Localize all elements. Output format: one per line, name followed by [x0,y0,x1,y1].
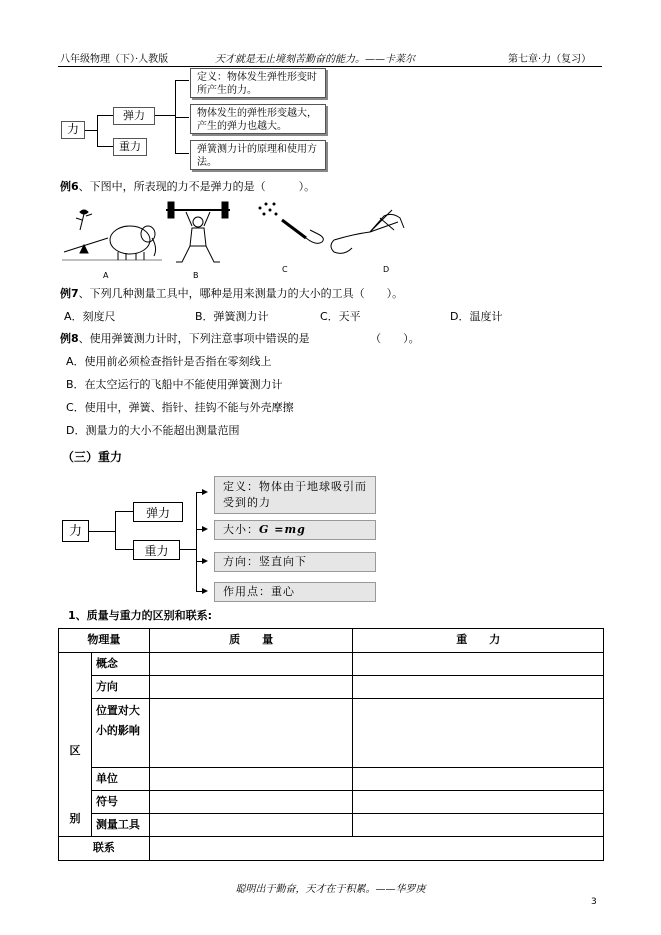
header-middle: 天才就是无止境刻苦勤奋的能力。——卡莱尔 [215,54,415,65]
diagram2-root: 力 [62,520,89,542]
picture-elephant-seesaw [62,210,162,260]
example-7-option-b: B．弹簧测力计 [195,310,269,323]
diagram1-branch-elastic: 弹力 [113,107,155,125]
table-row [59,768,604,791]
example-7 [60,285,403,301]
table-cell-gravity-unit[interactable] [353,768,604,791]
table-row-label-concept: 概念 [91,653,149,676]
example-6-label: 例6 [60,180,79,193]
subsection-1-title: 1、质量与重力的区别和联系: [68,609,213,622]
header-left: 八年级物理（下）·人教版 [60,54,169,65]
table-cell-gravity-symbol[interactable] [353,791,604,814]
table-row [59,791,604,814]
diagram2-branch-gravity: 重力 [133,540,180,560]
table-group-top: 区 [69,743,81,757]
table-header-gravity: 重 力 [353,629,604,653]
table-cell-gravity-direction[interactable] [353,676,604,699]
table-cell-gravity-tool[interactable] [353,814,604,837]
table-cell-relation[interactable] [149,837,603,861]
example-8-option-d: D．测量力的大小不能超出测量范围 [66,424,240,437]
example-7-label: 例7 [60,287,79,300]
mass-gravity-table [58,628,604,861]
table-cell-mass-unit[interactable] [149,768,353,791]
table-header-mass: 质 量 [149,629,353,653]
example-8-option-b: B．在太空运行的飞船中不能使用弹簧测力计 [66,378,283,391]
table-cell-mass-direction[interactable] [149,676,353,699]
picture-weightlifter [166,202,230,262]
diagram2-arrowheads [202,488,210,598]
table-row-label-unit: 单位 [91,768,149,791]
table-row-label-tool: 测量工具 [91,814,149,837]
example-6-illustrations [62,200,422,280]
picture-label-d: D [383,265,390,274]
example-7-option-d: D．温度计 [450,310,503,323]
example-6-text: 、下图中，所表现的力不是弹力的是（ ）。 [78,180,316,193]
table-row [59,814,604,837]
magnitude-label: 大小： [223,523,259,536]
example-6 [60,178,315,194]
example-8 [60,330,420,346]
table-header-quantity: 物理量 [59,629,150,653]
page-number: 3 [591,897,597,907]
example-7-text: 、下列几种测量工具中，哪种是用来测量力的大小的工具（ ）。 [78,287,404,300]
header-divider [58,66,602,67]
example-7-option-a: A．刻度尺 [64,310,116,323]
table-row [59,699,604,768]
diagram2-box-center: 作用点：重心 [214,582,376,602]
table-cell-mass-symbol[interactable] [149,791,353,814]
picture-label-b: B [193,271,199,280]
table-group-cell [59,653,92,837]
example-8-option-a: A．使用前必须检查指针是否指在零刻线上 [66,355,272,368]
diagram2-box-magnitude [214,520,376,540]
picture-label-c: C [282,265,288,274]
diagram1-box-definition: 定义：物体发生弹性形变时所产生的力。 [190,68,326,98]
diagram1-box-magnitude: 物体发生的弹性形变越大，产生的弹力也越大。 [190,104,326,134]
diagram2-branch-elastic: 弹力 [133,502,183,522]
gravity-formula: G =mg [259,523,306,536]
table-cell-mass-position-effect[interactable] [149,699,353,768]
example-8-label: 例8 [60,332,79,345]
table-group-bottom: 别 [69,811,81,825]
diagram1-root: 力 [61,121,85,139]
diagram1-branch-gravity: 重力 [113,138,147,156]
table-row-label-relation: 联系 [59,837,150,861]
table-cell-mass-concept[interactable] [149,653,353,676]
header-right: 第七章·力（复习） [508,54,592,65]
picture-label-a: A [103,271,109,280]
table-row [59,676,604,699]
table-cell-gravity-concept[interactable] [353,653,604,676]
table-header-row [59,629,604,653]
diagram2-box-definition: 定义：物体由于地球吸引而受到的力 [214,476,376,514]
picture-slingshot [331,210,404,253]
table-row [59,837,604,861]
diagram2-box-direction: 方向：竖直向下 [214,552,376,572]
table-row [59,653,604,676]
table-row-label-symbol: 符号 [91,791,149,814]
picture-magnet [259,203,323,243]
diagram1-box-spring-scale: 弹簧测力计的原理和使用方法。 [190,140,326,170]
section-3-title: （三）重力 [62,450,123,464]
example-7-option-c: C．天平 [320,310,361,323]
table-row-label-position-effect: 位置对大小的影响 [91,699,149,768]
table-row-label-direction: 方向 [91,676,149,699]
example-8-text: 、使用弹簧测力计时，下列注意事项中错误的是 （ ）。 [78,332,420,345]
footer-quote: 聪明出于勤奋，天才在于积累。——华罗庚 [235,884,426,895]
example-8-option-c: C．使用中，弹簧、指针、挂钩不能与外壳摩擦 [66,401,294,414]
table-cell-mass-tool[interactable] [149,814,353,837]
table-cell-gravity-position-effect[interactable] [353,699,604,768]
